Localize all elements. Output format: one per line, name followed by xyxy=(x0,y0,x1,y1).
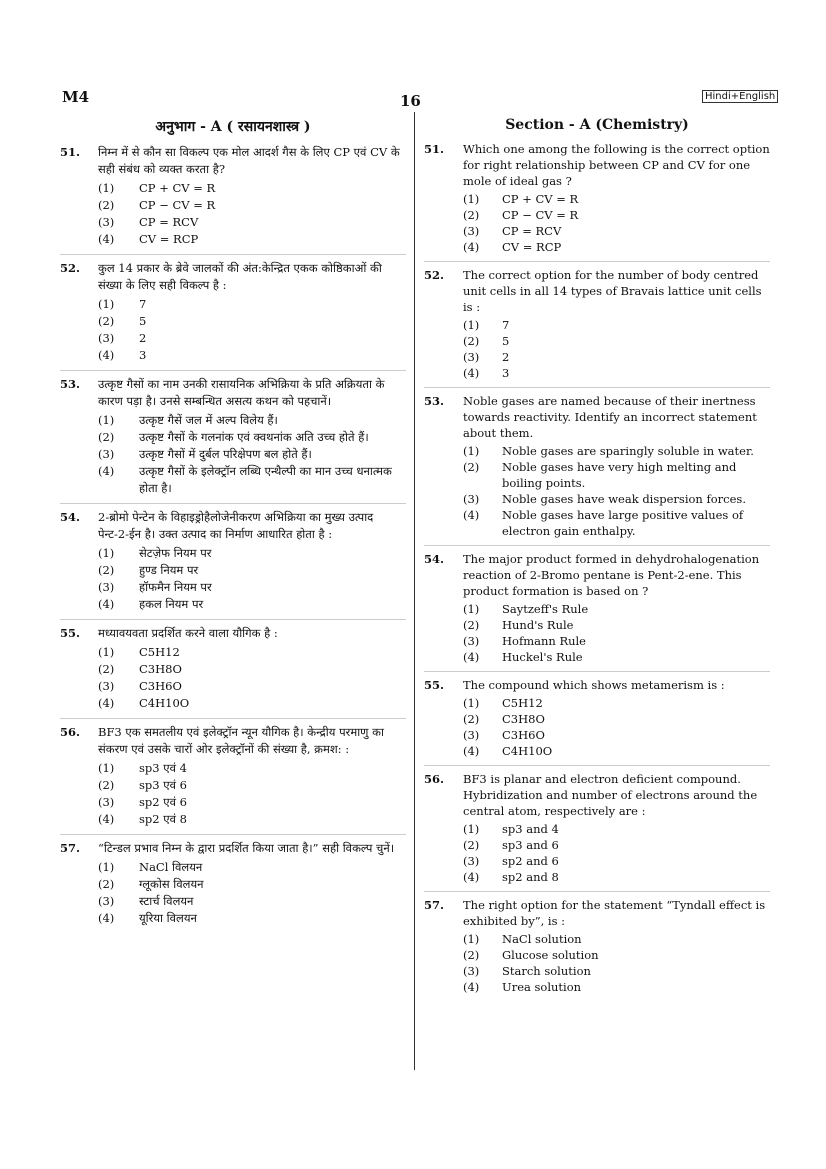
option-list xyxy=(463,191,770,255)
option-number: (3) xyxy=(98,795,115,809)
option-item xyxy=(98,794,406,811)
english-column xyxy=(424,117,770,1001)
option-item xyxy=(98,545,406,562)
option-text: CP + CV = R xyxy=(139,181,216,195)
option-item xyxy=(98,859,406,876)
option-text: sp2 एवं 8 xyxy=(139,812,187,826)
option-number: (4) xyxy=(98,911,115,925)
option-item xyxy=(463,239,770,255)
option-number: (4) xyxy=(98,232,115,246)
option-number: (4) xyxy=(463,508,480,522)
option-number: (1) xyxy=(463,602,480,616)
option-number: (3) xyxy=(463,854,480,868)
option-item xyxy=(463,727,770,743)
option-item xyxy=(98,562,406,579)
option-text: sp3 एवं 6 xyxy=(139,778,187,792)
option-text: 2 xyxy=(502,350,510,364)
column-divider xyxy=(414,112,415,1070)
option-list xyxy=(463,931,770,995)
option-item xyxy=(98,313,406,330)
option-text: यूरिया विलयन xyxy=(139,911,197,925)
page-number: 16 xyxy=(400,92,421,110)
option-number: (2) xyxy=(463,948,480,962)
option-text: CP = RCV xyxy=(502,224,562,238)
option-list xyxy=(463,821,770,885)
hindi-column xyxy=(60,117,406,933)
question-number: 55. xyxy=(60,626,81,640)
question-text: The correct option for the number of body centred unit cells in all 14 types of Bravais lattice unit cells is : xyxy=(463,268,762,314)
question-57 xyxy=(60,840,406,927)
option-number: (1) xyxy=(463,822,480,836)
option-text: C3H6O xyxy=(502,728,545,742)
option-item xyxy=(98,876,406,893)
option-text: CP − CV = R xyxy=(139,198,216,212)
option-number: (4) xyxy=(463,366,480,380)
question-56 xyxy=(60,724,406,828)
option-text: Huckel's Rule xyxy=(502,650,583,664)
option-item xyxy=(98,893,406,910)
option-list xyxy=(463,317,770,381)
option-text: Noble gases have very high melting and boiling points. xyxy=(502,460,737,490)
english-question-list xyxy=(424,141,770,995)
option-text: स्टार्च विलयन xyxy=(139,894,194,908)
option-item xyxy=(463,191,770,207)
option-number: (2) xyxy=(98,314,115,328)
paper-code: M4 xyxy=(62,88,90,106)
option-number: (3) xyxy=(463,350,480,364)
question-text: BF3 एक समतलीय एवं इलेक्ट्रॉन न्यून यौगिक है। केन्द्रीय परमाणु का संकरण एवं उसके चारों ओर इलेक्ट्रॉनों की संख्या है, क्रमश: : xyxy=(98,725,384,756)
question-separator xyxy=(424,261,770,262)
question-number: 57. xyxy=(60,841,81,855)
option-text: C4H10O xyxy=(502,744,553,758)
hindi-question-list xyxy=(60,144,406,927)
option-text: CV = RCP xyxy=(502,240,562,254)
option-number: (1) xyxy=(98,860,115,874)
option-text: Glucose solution xyxy=(502,948,599,962)
option-text: sp2 and 8 xyxy=(502,870,559,884)
option-number: (3) xyxy=(463,634,480,648)
option-list xyxy=(463,443,770,539)
option-text: 5 xyxy=(139,314,147,328)
option-text: sp2 एवं 6 xyxy=(139,795,187,809)
question-separator xyxy=(424,545,770,546)
option-item xyxy=(463,743,770,759)
question-text: 2-ब्रोमो पेन्टेन के विहाइड्रोहैलोजेनीकरण अभिक्रिया का मुख्य उत्पाद पेन्ट-2-ईन है। उक्त उत्पाद का निर्माण आधारित होता है : xyxy=(98,510,374,541)
option-text: Starch solution xyxy=(502,964,591,978)
option-list xyxy=(463,695,770,759)
option-item xyxy=(98,579,406,596)
option-item xyxy=(98,197,406,214)
option-text: Noble gases have weak dispersion forces. xyxy=(502,492,746,506)
option-item xyxy=(463,853,770,869)
option-number: (4) xyxy=(463,650,480,664)
option-text: NaCl solution xyxy=(502,932,582,946)
option-text: CP = RCV xyxy=(139,215,199,229)
question-text: The compound which shows metamerism is : xyxy=(463,678,725,692)
option-number: (2) xyxy=(98,198,115,212)
option-text: Hofmann Rule xyxy=(502,634,586,648)
option-list xyxy=(98,296,406,364)
option-item xyxy=(463,333,770,349)
option-number: (3) xyxy=(98,331,115,345)
question-number: 54. xyxy=(60,510,81,524)
question-separator xyxy=(424,387,770,388)
option-number: (4) xyxy=(98,597,115,611)
option-number: (1) xyxy=(463,444,480,458)
option-text: C3H8O xyxy=(139,662,182,676)
option-number: (4) xyxy=(463,980,480,994)
question-text: निम्न में से कौन सा विकल्प एक मोल आदर्श गैस के लिए CP एवं CV के सही संबंध को व्यक्त करता है? xyxy=(98,145,400,176)
option-item xyxy=(463,963,770,979)
option-text: CV = RCP xyxy=(139,232,199,246)
option-text: C5H12 xyxy=(502,696,543,710)
option-number: (3) xyxy=(98,894,115,908)
option-text: 3 xyxy=(139,348,147,362)
option-item xyxy=(98,463,406,497)
option-number: (1) xyxy=(463,932,480,946)
option-number: (3) xyxy=(463,964,480,978)
option-item xyxy=(98,330,406,347)
option-number: (3) xyxy=(98,215,115,229)
option-item xyxy=(463,711,770,727)
option-item xyxy=(98,296,406,313)
question-separator xyxy=(60,370,406,371)
option-item xyxy=(98,596,406,613)
option-number: (4) xyxy=(98,696,115,710)
option-list xyxy=(98,545,406,613)
option-list xyxy=(98,760,406,828)
option-number: (2) xyxy=(98,877,115,891)
option-item xyxy=(463,947,770,963)
option-text: Hund's Rule xyxy=(502,618,574,632)
option-number: (2) xyxy=(463,838,480,852)
question-54 xyxy=(60,509,406,613)
option-text: C3H6O xyxy=(139,679,182,693)
question-53 xyxy=(424,393,770,539)
option-text: हकल नियम पर xyxy=(139,597,204,611)
language-badge: Hindi+English xyxy=(702,90,778,103)
option-text: C4H10O xyxy=(139,696,190,710)
option-number: (3) xyxy=(98,580,115,594)
option-text: Saytzeff's Rule xyxy=(502,602,589,616)
option-item xyxy=(463,931,770,947)
option-item xyxy=(463,491,770,507)
option-item xyxy=(98,811,406,828)
option-item xyxy=(463,617,770,633)
question-55 xyxy=(424,677,770,759)
option-number: (2) xyxy=(463,712,480,726)
question-56 xyxy=(424,771,770,885)
option-text: उत्कृष्ट गैसों में दुर्बल परिक्षेपण बल होते हैं। xyxy=(139,447,312,461)
option-number: (4) xyxy=(98,348,115,362)
question-text: The major product formed in dehydrohalogenation reaction of 2-Bromo pentane is Pent-2-ene. This product formation is based on ? xyxy=(463,552,760,598)
option-item xyxy=(98,231,406,248)
option-item xyxy=(98,661,406,678)
option-number: (1) xyxy=(98,413,115,427)
option-number: (1) xyxy=(98,645,115,659)
option-number: (4) xyxy=(463,744,480,758)
question-separator xyxy=(60,254,406,255)
question-number: 52. xyxy=(424,268,445,282)
option-number: (3) xyxy=(98,679,115,693)
question-number: 55. xyxy=(424,678,445,692)
option-item xyxy=(463,349,770,365)
question-54 xyxy=(424,551,770,665)
option-item xyxy=(463,443,770,459)
option-number: (2) xyxy=(463,618,480,632)
question-number: 52. xyxy=(60,261,81,275)
question-separator xyxy=(60,718,406,719)
option-text: हॉफमैन नियम पर xyxy=(139,580,212,594)
question-text: मध्यावयवता प्रदर्शित करने वाला यौगिक है : xyxy=(98,626,278,640)
option-number: (2) xyxy=(98,563,115,577)
question-text: BF3 is planar and electron deficient compound. Hybridization and number of electrons around the central atom, respectively are : xyxy=(463,772,758,818)
option-list xyxy=(98,412,406,497)
option-number: (1) xyxy=(98,297,115,311)
option-item xyxy=(463,207,770,223)
option-text: CP + CV = R xyxy=(502,192,579,206)
option-item xyxy=(463,365,770,381)
option-item xyxy=(463,459,770,491)
option-number: (2) xyxy=(463,334,480,348)
option-number: (3) xyxy=(463,492,480,506)
option-item xyxy=(463,601,770,617)
option-text: 2 xyxy=(139,331,147,345)
option-text: 7 xyxy=(139,297,147,311)
question-number: 56. xyxy=(424,772,445,786)
option-item xyxy=(463,317,770,333)
option-item xyxy=(463,869,770,885)
option-list xyxy=(98,859,406,927)
question-55 xyxy=(60,625,406,712)
question-57 xyxy=(424,897,770,995)
option-number: (3) xyxy=(98,447,115,461)
option-text: सेटज़ेफ नियम पर xyxy=(139,546,212,560)
option-text: C3H8O xyxy=(502,712,545,726)
option-item xyxy=(98,695,406,712)
question-text: “टिन्डल प्रभाव निम्न के द्वारा प्रदर्शित किया जाता है।” सही विकल्प चुनें। xyxy=(98,841,395,855)
option-item xyxy=(463,649,770,665)
option-number: (2) xyxy=(463,208,480,222)
option-number: (2) xyxy=(98,430,115,444)
option-number: (1) xyxy=(463,318,480,332)
question-number: 53. xyxy=(424,394,445,408)
question-separator xyxy=(60,503,406,504)
question-separator xyxy=(424,891,770,892)
option-text: उत्कृष्ट गैसें जल में अल्प विलेय हैं। xyxy=(139,413,278,427)
option-item xyxy=(463,979,770,995)
question-separator xyxy=(60,619,406,620)
question-51 xyxy=(424,141,770,255)
option-number: (4) xyxy=(98,812,115,826)
option-number: (1) xyxy=(463,192,480,206)
option-number: (4) xyxy=(463,240,480,254)
option-number: (4) xyxy=(463,870,480,884)
option-text: ग्लूकोस विलयन xyxy=(139,877,204,891)
option-item xyxy=(463,223,770,239)
option-text: Urea solution xyxy=(502,980,582,994)
option-list xyxy=(98,180,406,248)
option-text: उत्कृष्ट गैसों के गलनांक एवं क्वथनांक अति उच्च होते हैं। xyxy=(139,430,369,444)
option-text: sp2 and 6 xyxy=(502,854,559,868)
question-number: 53. xyxy=(60,377,81,391)
option-number: (1) xyxy=(98,546,115,560)
option-item xyxy=(98,678,406,695)
option-number: (4) xyxy=(98,464,115,478)
option-text: Noble gases are sparingly soluble in water. xyxy=(502,444,754,458)
option-item xyxy=(98,347,406,364)
option-number: (3) xyxy=(463,224,480,238)
english-section-title: Section - A (Chemistry) xyxy=(505,117,689,133)
option-text: sp3 and 4 xyxy=(502,822,559,836)
option-number: (1) xyxy=(98,181,115,195)
option-list xyxy=(98,644,406,712)
option-text: CP − CV = R xyxy=(502,208,579,222)
question-text: Noble gases are named because of their inertness towards reactivity. Identify an incorrect statement about them. xyxy=(463,394,757,440)
option-text: हुण्ड नियम पर xyxy=(139,563,199,577)
option-item xyxy=(463,821,770,837)
option-text: Noble gases have large positive values of electron gain enthalpy. xyxy=(502,508,744,538)
question-number: 51. xyxy=(60,145,81,159)
question-number: 54. xyxy=(424,552,445,566)
option-number: (2) xyxy=(98,778,115,792)
option-item xyxy=(98,180,406,197)
option-number: (2) xyxy=(463,460,480,474)
option-text: sp3 and 6 xyxy=(502,838,559,852)
option-number: (1) xyxy=(98,761,115,775)
question-separator xyxy=(424,765,770,766)
option-number: (1) xyxy=(463,696,480,710)
option-item xyxy=(98,777,406,794)
option-item xyxy=(98,214,406,231)
question-52 xyxy=(60,260,406,364)
option-text: 7 xyxy=(502,318,510,332)
option-text: उत्कृष्ट गैसों के इलेक्ट्रॉन लब्धि एन्थैल्पी का मान उच्च धनात्मक होता है। xyxy=(139,464,392,495)
option-item xyxy=(98,760,406,777)
option-text: sp3 एवं 4 xyxy=(139,761,187,775)
question-52 xyxy=(424,267,770,381)
question-number: 56. xyxy=(60,725,81,739)
option-item xyxy=(463,633,770,649)
question-separator xyxy=(60,834,406,835)
question-text: उत्कृष्ट गैसों का नाम उनकी रासायनिक अभिक्रिया के प्रति अक्रियता के कारण पड़ा है। उनसे सम्बन्धित असत्य कथन को पहचानें। xyxy=(98,377,385,408)
question-text: The right option for the statement “Tyndall effect is exhibited by”, is : xyxy=(463,898,766,928)
option-text: C5H12 xyxy=(139,645,180,659)
option-item xyxy=(98,644,406,661)
question-number: 51. xyxy=(424,142,445,156)
question-text: कुल 14 प्रकार के ब्रेवे जालकों की अंत:केन्द्रित एकक कोष्ठिकाओं की संख्या के लिए सही विकल्प है : xyxy=(98,261,382,292)
option-text: NaCl विलयन xyxy=(139,860,203,874)
option-item xyxy=(463,837,770,853)
hindi-section-title: अनुभाग - A ( रसायनशास्त्र ) xyxy=(155,119,311,135)
question-53 xyxy=(60,376,406,497)
option-item xyxy=(98,910,406,927)
option-number: (2) xyxy=(98,662,115,676)
option-text: 5 xyxy=(502,334,510,348)
option-text: 3 xyxy=(502,366,510,380)
question-51 xyxy=(60,144,406,248)
option-list xyxy=(463,601,770,665)
option-number: (3) xyxy=(463,728,480,742)
question-number: 57. xyxy=(424,898,445,912)
option-item xyxy=(98,446,406,463)
question-separator xyxy=(424,671,770,672)
question-text: Which one among the following is the correct option for right relationship between CP and CV for one mole of ideal gas ? xyxy=(463,142,770,188)
option-item xyxy=(463,507,770,539)
option-item xyxy=(98,412,406,429)
option-item xyxy=(98,429,406,446)
option-item xyxy=(463,695,770,711)
